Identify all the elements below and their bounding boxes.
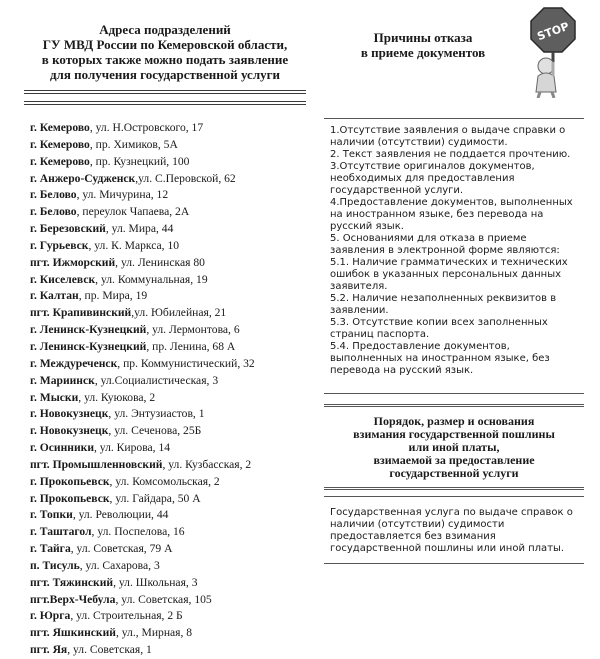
address-city: пгт. Яя (30, 643, 68, 657)
address-street: , ул. Энтузиастов, 1 (108, 407, 205, 421)
address-street: , ул. Мира, 44 (105, 222, 174, 236)
address-item (30, 406, 312, 423)
address-street: , ул. Кирова, 14 (94, 441, 171, 455)
address-item (30, 339, 312, 356)
address-city: г. Мыски (30, 390, 79, 404)
address-item (30, 608, 312, 625)
header-divider (24, 90, 306, 94)
address-city: г. Березовский (30, 222, 106, 236)
address-street: , ул. Строительная, 2 Б (70, 609, 183, 623)
address-item (30, 625, 312, 642)
fee-title-line: взимания государственной пошлины (353, 427, 555, 441)
address-city: пгт. Ижморский (30, 255, 116, 269)
address-item (30, 171, 312, 188)
address-street: , переулок Чапаева, 2А (76, 205, 190, 219)
address-city: г. Осинники (30, 441, 94, 455)
fee-title-line: государственной услуги (389, 466, 519, 480)
address-item (30, 255, 312, 272)
address-item (30, 524, 312, 541)
address-street: , ул. Поспелова, 16 (91, 525, 185, 539)
address-street: , ул. Кузбасская, 2 (162, 457, 252, 471)
address-item (30, 575, 312, 592)
address-city: г. Кемерово (30, 154, 90, 168)
address-city: пгт.Верх-Чебула (30, 592, 116, 606)
address-street: , ул. Н.Островского, 17 (89, 121, 204, 134)
refusal-reason: 5.4. Предоставление документов, выполненных на иностранном языке, без перевода на русский язык. (330, 341, 550, 376)
address-city: г. Новокузнецк (30, 407, 109, 421)
fee-text: Государственная услуга по выдаче справок о наличии (отсутствии) судимости предоставляется без взимания государственной пошлины или иной платы. (330, 507, 573, 554)
address-city: г. Новокузнецк (30, 424, 109, 438)
address-item (30, 491, 312, 508)
address-city: г. Киселевск (30, 272, 96, 286)
address-street: , ул. Сахарова, 3 (79, 558, 160, 572)
address-street: , ул. Советская, 79 А (70, 542, 173, 556)
refusal-reasons-title-line: Причины отказа (373, 30, 473, 45)
addresses-header-line: в которых также можно подать заявление (41, 52, 289, 67)
address-city: пгт. Тяжинский (30, 575, 114, 589)
fee-text-box (324, 496, 584, 564)
address-item (30, 457, 312, 474)
address-city: г. Прокопьевск (30, 491, 110, 505)
address-city: г. Мариинск (30, 373, 95, 387)
address-item (30, 154, 312, 171)
addresses-header-line: Адреса подразделений (99, 22, 231, 37)
refusal-reason: 5.1. Наличие грамматических и технических ошибок в указанных персональных данных заявителя. (330, 257, 568, 292)
address-city: г. Юрга (30, 609, 71, 623)
address-city: г. Топки (30, 508, 73, 522)
address-city: пгт. Крапивинский (30, 306, 132, 320)
address-street: , ул. Лермонтова, 6 (146, 323, 240, 337)
address-item (30, 238, 312, 255)
address-street: , пр. Кузнецкий, 100 (89, 154, 190, 168)
address-city: г. Белово (30, 205, 77, 219)
fee-title-line: или иной платы, (408, 440, 500, 454)
address-street: , пр. Мира, 19 (78, 289, 148, 303)
refusal-reason: 5.3. Отсутствие копии всех заполненных страниц паспорта. (330, 317, 548, 340)
address-city: г. Кемерово (30, 137, 90, 151)
address-city: г. Междуреченск (30, 356, 118, 370)
address-city: п. Тисуль (30, 558, 80, 572)
address-street: , пр. Ленина, 68 А (146, 339, 236, 353)
address-item (30, 373, 312, 390)
address-city: г. Белово (30, 188, 77, 202)
info-column (318, 0, 600, 600)
stop-sign-figure-icon (526, 6, 586, 98)
address-city: г. Таштагол (30, 525, 92, 539)
address-item (30, 541, 312, 558)
address-item (30, 204, 312, 221)
address-street: , ул. Куюкова, 2 (78, 390, 156, 404)
refusal-reason: 4.Предоставление документов, выполненных на иностранном языке, без перевода на русский язык. (330, 197, 573, 232)
addresses-header (24, 22, 306, 82)
address-item (30, 558, 312, 575)
refusal-reasons-box (324, 118, 584, 394)
address-street: , ул., Мирная, 8 (115, 626, 193, 640)
refusal-reason: 5. Основаниями для отказа в приеме заявления в электронной форме являются: (330, 233, 560, 256)
refusal-reasons-title-line: в приеме документов (360, 45, 486, 60)
address-street: , ул. К. Маркса, 10 (88, 238, 180, 252)
address-item (30, 187, 312, 204)
refusal-reason: 1.Отсутствие заявления о выдаче справки о наличии (отсутствии) судимости. (330, 125, 566, 148)
address-street: , ул. Ленинская 80 (115, 255, 205, 269)
address-item (30, 423, 312, 440)
stop-sign-text: STOP (535, 19, 571, 44)
address-street: , ул. Советская, 105 (115, 592, 212, 606)
address-street: , ул. Сеченова, 25Б (108, 424, 202, 438)
address-street: , ул. Мичурина, 12 (76, 188, 169, 202)
addresses-header-line: ГУ МВД России по Кемеровской области, (42, 37, 288, 52)
address-street: , ул. Гайдара, 50 А (109, 491, 201, 505)
refusal-reason: 3.Отсутствие оригиналов документов, необходимых для предоставления государственной услуги. (330, 161, 535, 196)
address-city: г. Кемерово (30, 121, 90, 134)
address-street: ,ул. С.Перовской, 62 (135, 171, 236, 185)
address-item (30, 288, 312, 305)
address-item (30, 137, 312, 154)
fee-title-line: взимаемой за предоставление (373, 453, 535, 467)
address-item (30, 642, 312, 659)
address-street: , ул. Советская, 1 (67, 643, 152, 657)
address-item (30, 272, 312, 289)
address-city: пгт. Промышленновский (30, 457, 163, 471)
address-item (30, 507, 312, 524)
header-divider (24, 101, 306, 105)
addresses-header-line: для получения государственной услуги (49, 67, 281, 82)
address-item (30, 356, 312, 373)
address-city: г. Анжеро-Судженск (30, 171, 136, 185)
address-city: г. Ленинск-Кузнецкий (30, 323, 147, 337)
address-item (30, 305, 312, 322)
address-city: г. Прокопьевск (30, 474, 110, 488)
address-city: г. Гурьевск (30, 238, 89, 252)
address-item (30, 474, 312, 491)
address-item (30, 221, 312, 238)
address-street: , ул. Революции, 44 (72, 508, 169, 522)
refusal-reason: 5.2. Наличие незаполненных реквизитов в заявлении. (330, 293, 557, 316)
address-street: , пр. Коммунистический, 32 (117, 356, 255, 370)
address-city: г. Тайга (30, 542, 71, 556)
address-item (30, 322, 312, 339)
fee-title-box (324, 404, 584, 490)
refusal-reason: 2. Текст заявления не поддается прочтению. (330, 149, 571, 160)
address-street: , ул. Комсомольская, 2 (109, 474, 220, 488)
address-street: , ул. Школьная, 3 (113, 575, 198, 589)
address-item (30, 592, 312, 609)
address-city: г. Ленинск-Кузнецкий (30, 339, 147, 353)
address-list (30, 120, 312, 659)
refusal-reasons-list (330, 125, 584, 377)
address-city: пгт. Яшкинский (30, 626, 116, 640)
address-street: ,ул. Юбилейная, 21 (131, 306, 227, 320)
address-item (30, 120, 312, 137)
refusal-reasons-title (318, 30, 528, 60)
address-item (30, 390, 312, 407)
address-street: , пр. Химиков, 5А (89, 137, 178, 151)
address-street: , ул. Коммунальная, 19 (95, 272, 208, 286)
fee-title-line: Порядок, размер и основания (373, 414, 535, 428)
address-item (30, 440, 312, 457)
address-city: г. Калтан (30, 289, 79, 303)
address-street: , ул.Социалистическая, 3 (94, 373, 219, 387)
